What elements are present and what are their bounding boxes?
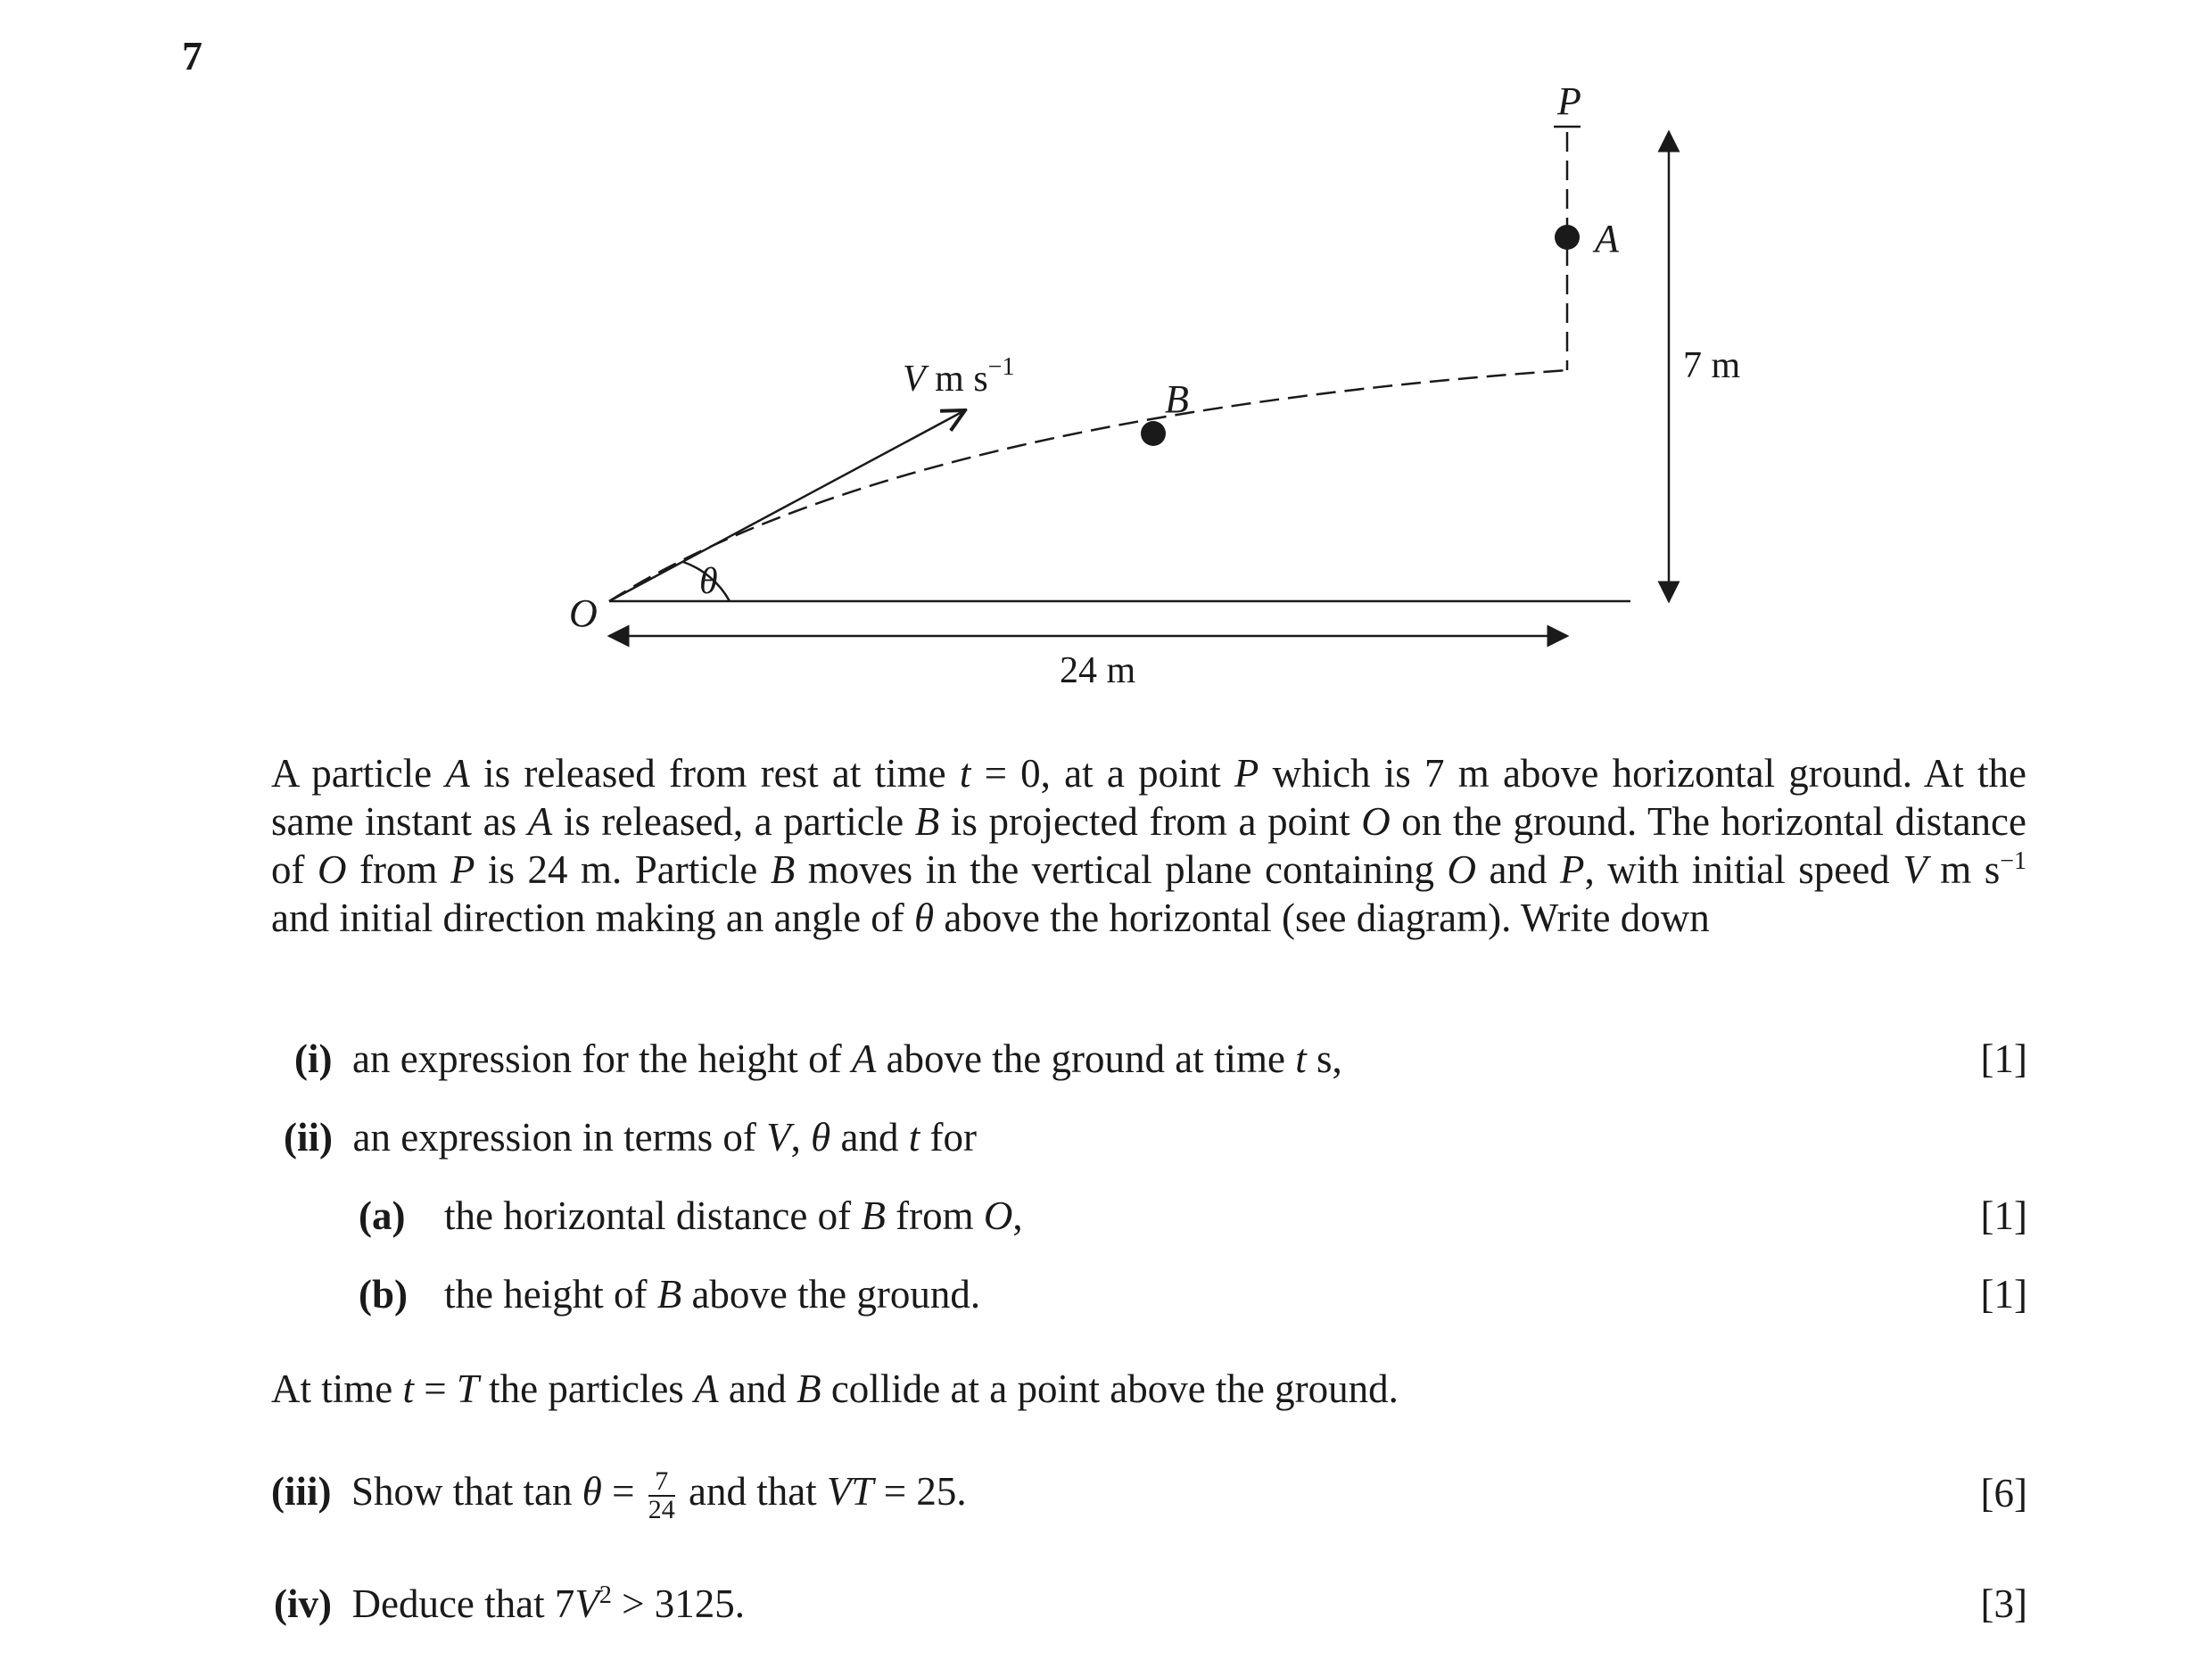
intro-paragraph: A particle A is released from rest at time t = 0, at a point P which is 7 m above horizontal ground. At the same instant as A is released, a particle B is projected from a point O on the ground. The horizontal distance of O from P is 24 m. Particle B moves in the vertical plane containing O and P, with initial speed V m $s^{-1}$ and initial direction making an angle of θ above the horizontal (see diagram). Write down xyxy=(271,751,2027,940)
label-p: P xyxy=(1557,79,1581,123)
label-distance: 24 m xyxy=(1060,650,1136,691)
projectile-diagram xyxy=(0,0,2212,731)
fraction-7-24: $\frac{7}{24}$ xyxy=(648,1465,675,1524)
part-i-text: an expression for the height of A above the ground at time t s, xyxy=(351,1036,1342,1081)
part-ii xyxy=(284,1113,977,1161)
part-iii xyxy=(271,1467,967,1523)
part-ii-b-text: the height of B above the ground. xyxy=(444,1272,981,1317)
part-iii-text-before: Show that tan θ = xyxy=(351,1469,635,1514)
label-velocity-exp: −1 xyxy=(987,353,1015,381)
label-a: A xyxy=(1595,217,1619,260)
part-i-label: (i) xyxy=(294,1036,333,1081)
part-iv-marks: [3] xyxy=(1980,1581,2027,1626)
part-iv-label: (iv) xyxy=(274,1581,332,1626)
part-ii-label: (ii) xyxy=(284,1115,333,1160)
part-ii-a xyxy=(359,1192,1023,1240)
part-iv-text: Deduce that $7V^2 > 3125$. xyxy=(351,1581,746,1626)
particle-b xyxy=(1141,421,1166,446)
part-ii-a-label: (a) xyxy=(359,1193,406,1238)
part-ii-b xyxy=(359,1270,980,1318)
part-i-marks: [1] xyxy=(1980,1036,2027,1081)
part-ii-text: an expression in terms of V, θ and t for xyxy=(352,1115,977,1160)
collide-statement: At time t = T the particles A and B collide at a point above the ground. xyxy=(271,1366,1399,1411)
question-number: 7 xyxy=(182,33,202,78)
label-b: B xyxy=(1165,377,1189,421)
label-height: 7 m xyxy=(1683,345,1741,386)
part-ii-b-label: (b) xyxy=(359,1272,408,1317)
label-velocity: V m $s^{-1}$ xyxy=(903,353,1015,400)
velocity-arrow xyxy=(609,410,965,601)
trajectory-path xyxy=(609,370,1567,601)
part-ii-b-marks: [1] xyxy=(1980,1272,2027,1317)
label-theta: θ xyxy=(699,561,718,602)
part-ii-a-marks: [1] xyxy=(1980,1193,2027,1238)
label-o: O xyxy=(569,591,598,635)
particle-a xyxy=(1555,225,1580,250)
part-iii-label: (iii) xyxy=(271,1469,332,1514)
part-i xyxy=(294,1035,1342,1083)
part-iii-marks: [6] xyxy=(1980,1471,2027,1515)
part-ii-a-text: the horizontal distance of B from O, xyxy=(444,1193,1023,1238)
part-iv xyxy=(274,1580,745,1628)
part-iii-text-after: and that VT = 25. xyxy=(688,1469,967,1514)
